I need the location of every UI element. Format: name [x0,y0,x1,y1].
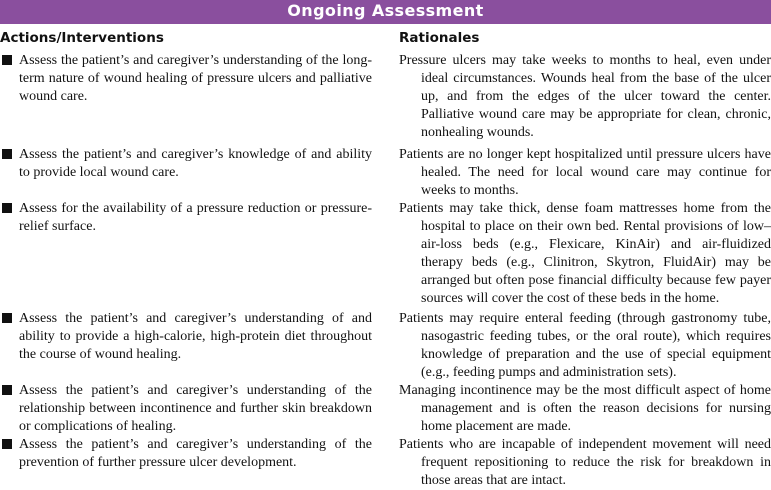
square-bullet-icon [2,439,12,449]
square-bullet-icon [2,313,12,323]
square-bullet-icon [2,149,12,159]
section-title: Ongoing Assessment [287,1,484,20]
square-bullet-icon [2,385,12,395]
action-cell [0,146,372,182]
actions-column-header: Actions/Interventions [0,30,164,46]
rationale-text: Patients are no longer kept hospitalized until pressure ulcers have healed. The need for local wound care may continue for weeks to months. [399,147,771,198]
action-cell [0,200,372,236]
action-text: Assess the patient’s and caregiver’s understanding of and ability to provide a high-calorie, high-protein diet throughout the course of wound healing. [19,311,372,362]
action-text: Assess the patient’s and caregiver’s understanding of the long-term nature of wound healing of pressure ulcers and palliative wound care. [19,53,372,104]
rationale-text: Pressure ulcers may take weeks to months to heal, even under ideal circumstances. Wounds heal from the base of the ulcer up, and from the edges of the ulcer toward the center. Palliative wound care may be appropriate for clean, chronic, nonhealing wounds. [399,53,771,140]
header-divider [0,22,771,24]
rationale-text: Managing incontinence may be the most difficult aspect of home management and is often the reason decisions for nursing home placement are made. [399,383,771,434]
action-text: Assess the patient’s and caregiver’s understanding of the relationship between incontinence and further skin breakdown or complications of healing. [19,383,372,434]
square-bullet-icon [2,55,12,65]
rationale-text: Patients may take thick, dense foam mattresses home from the hospital to place on their own bed. Rental provisions of low–air-loss beds (e.g., Flexicare, KinAir) and air-fluidized therapy beds (e.g., Clinitron, Skytron, FluidAir) may be arranged but often pose financial difficulty because few payer sources will cover the cost of these beds in the home. [399,201,771,306]
rationale-text: Patients who are incapable of independent movement will need frequent repositioning to reduce the risk for breakdown in those areas that are intact. [399,437,771,488]
action-cell [0,382,372,436]
rationale-text: Patients may require enteral feeding (through gastronomy tube, nasogastric feeding tubes, or the oral route), which requires knowledge of preparation and the use of special equipment (e.g., feeding pumps and administration sets). [399,311,771,380]
action-cell [0,310,372,364]
rationales-column-header: Rationales [399,30,480,46]
action-text: Assess for the availability of a pressure reduction or pressure-relief surface. [19,201,372,234]
section-banner [0,0,771,22]
square-bullet-icon [2,203,12,213]
action-text: Assess the patient’s and caregiver’s understanding of the prevention of further pressure ulcer development. [19,437,372,470]
action-cell [0,436,372,472]
action-text: Assess the patient’s and caregiver’s knowledge of and ability to provide local wound care. [19,147,372,180]
action-cell [0,52,372,106]
